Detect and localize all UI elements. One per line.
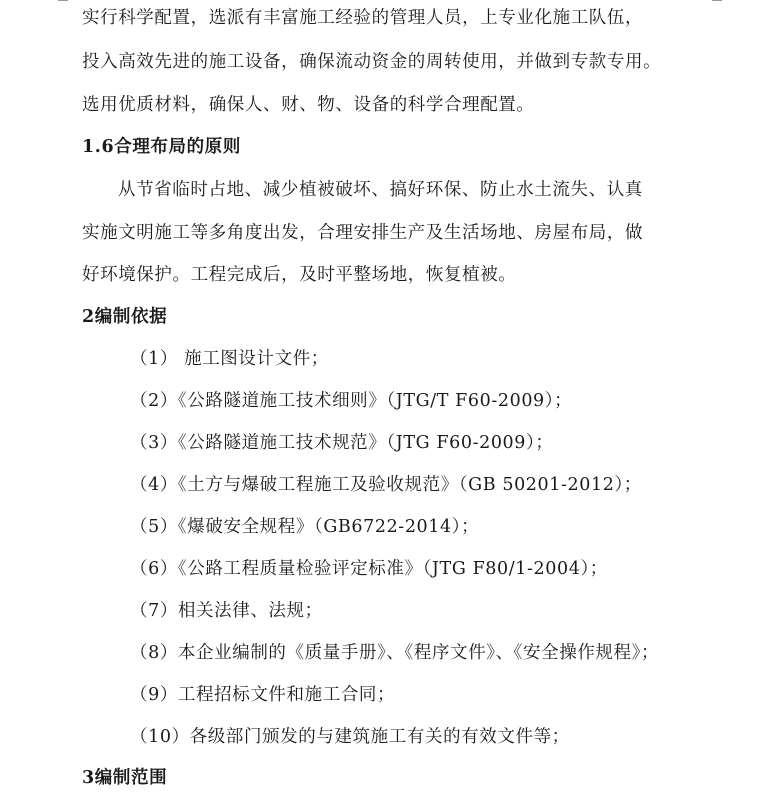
paragraph-line: 实施文明施工等多角度出发，合理安排生产及生活场地、房屋布局，做	[82, 223, 644, 243]
paragraph-line: 投入高效先进的施工设备，确保流动资金的周转使用，并做到专款专用。	[82, 52, 662, 72]
basis-list-item: （8）本企业编制的《质量手册》、《程序文件》、《安全操作规程》；	[130, 643, 660, 663]
paragraph-line: 选用优质材料，确保人、财、物、设备的科学合理配置。	[82, 95, 535, 115]
basis-list-item: （9）工程招标文件和施工合同；	[130, 685, 396, 705]
basis-list-item: （10）各级部门颁发的与建筑施工有关的有效文件等；	[130, 727, 570, 747]
basis-list-item: （5）《爆破安全规程》（GB6722-2014）；	[130, 517, 480, 537]
paragraph-line: 实行科学配置，选派有丰富施工经验的管理人员，上专业化施工队伍，	[82, 8, 644, 28]
section-heading-2: 2编制依据	[82, 307, 168, 327]
basis-list-item: （6）《公路工程质量检验评定标准》（JTG F80/1-2004）；	[130, 559, 608, 579]
paragraph-line: 好环境保护。工程完成后，及时平整场地，恢复植被。	[82, 265, 517, 285]
paragraph-line: 从节省临时占地、减少植被破坏、搞好环保、防止水土流失、认真	[118, 180, 643, 200]
basis-list-item: （2）《公路隧道施工技术细则》（JTG/T F60-2009）；	[130, 391, 573, 411]
basis-list-item: （7）相关法律、法规；	[130, 601, 323, 621]
basis-list-item: （1） 施工图设计文件；	[130, 349, 329, 369]
basis-list-item: （4）《土方与爆破工程施工及验收规范》（GB 50201-2012）；	[130, 475, 642, 495]
header-corner-mark-right	[712, 0, 722, 1]
section-heading-1-6: 1.6合理布局的原则	[82, 137, 241, 157]
section-heading-3: 3编制范围	[82, 768, 168, 788]
header-corner-mark-left	[58, 0, 68, 1]
basis-list-item: （3）《公路隧道施工技术规范》（JTG F60-2009）；	[130, 433, 554, 453]
